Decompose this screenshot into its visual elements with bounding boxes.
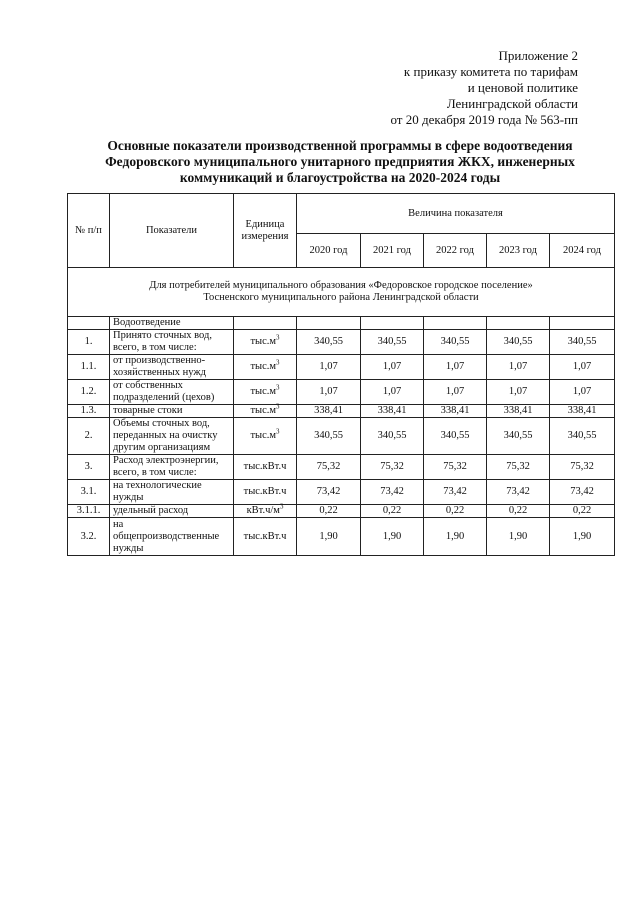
row-value: 73,42 — [550, 480, 615, 505]
row-value: 0,22 — [297, 505, 361, 518]
row-unit — [234, 455, 297, 480]
row-value: 73,42 — [361, 480, 424, 505]
row-value: 0,22 — [424, 505, 487, 518]
header-unit: Единица измерения — [234, 194, 297, 268]
row-num: 3. — [68, 455, 110, 480]
table-row — [68, 405, 615, 418]
unit-superscript: 3 — [276, 333, 280, 342]
row-indicator: от производственно-хозяйственных нужд — [110, 355, 234, 380]
title-line: коммуникаций и благоустройства на 2020-2024 годы — [179, 170, 501, 185]
table-row — [68, 480, 615, 505]
row-value: 75,32 — [297, 455, 361, 480]
row-unit — [234, 480, 297, 505]
row-num: 1.2. — [68, 380, 110, 405]
row-value: 1,07 — [550, 355, 615, 380]
appendix-line: Приложение 2 — [498, 48, 578, 63]
row-value: 338,41 — [487, 405, 550, 418]
row-value: 75,32 — [487, 455, 550, 480]
row-indicator: удельный расход — [110, 505, 234, 518]
row-indicator: на общепроизводственные нужды — [110, 518, 234, 556]
row-unit — [234, 330, 297, 355]
row-value: 338,41 — [424, 405, 487, 418]
unit-text: тыс.м — [250, 405, 277, 416]
appendix-line: от 20 декабря 2019 года № 563-пп — [390, 112, 578, 127]
row-value: 340,55 — [550, 418, 615, 455]
row-indicator: на технологические нужды — [110, 480, 234, 505]
row-value: 340,55 — [550, 330, 615, 355]
header-value: Величина показателя — [297, 194, 615, 234]
row-value: 340,55 — [361, 418, 424, 455]
table-row — [68, 355, 615, 380]
row-num: 2. — [68, 418, 110, 455]
table-row — [68, 330, 615, 355]
row-value: 338,41 — [361, 405, 424, 418]
row-value: 1,90 — [361, 518, 424, 556]
indicators-table — [67, 193, 615, 556]
row-indicator: от собственных подразделений (цехов) — [110, 380, 234, 405]
header-year: 2024 год — [550, 234, 615, 268]
row-value: 1,07 — [297, 355, 361, 380]
appendix-line: Ленинградской области — [446, 96, 578, 111]
appendix-header — [348, 48, 578, 128]
unit-text: тыс.м — [250, 361, 277, 372]
header-year: 2023 год — [487, 234, 550, 268]
unit-superscript: 3 — [276, 427, 280, 436]
row-value: 73,42 — [487, 480, 550, 505]
unit-superscript: 3 — [276, 358, 280, 367]
row-value: 1,90 — [424, 518, 487, 556]
title-line: Федоровского муниципального унитарного предприятия ЖКХ, инженерных — [105, 154, 575, 169]
unit-text: тыс.кВт.ч — [243, 486, 287, 497]
row-unit — [234, 418, 297, 455]
row-value: 1,90 — [297, 518, 361, 556]
row-value: 340,55 — [487, 330, 550, 355]
unit-text: тыс.кВт.ч — [243, 530, 287, 542]
row-value: 75,32 — [361, 455, 424, 480]
row-value: 1,07 — [361, 355, 424, 380]
consumer-row — [68, 268, 615, 317]
unit-text: тыс.м — [250, 430, 277, 441]
row-num: 3.2. — [68, 518, 110, 556]
row-value: 73,42 — [424, 480, 487, 505]
appendix-line: к приказу комитета по тарифам — [403, 64, 578, 79]
row-value: 1,07 — [487, 355, 550, 380]
row-value: 340,55 — [361, 330, 424, 355]
row-indicator: товарные стоки — [110, 405, 234, 418]
row-indicator: Расход электроэнергии, всего, в том числе: — [110, 455, 234, 480]
row-indicator: Объемы сточных вод, переданных на очистку другим организациям — [110, 418, 234, 455]
consumer-line: Тосненского муниципального района Ленинградской области — [203, 292, 479, 303]
unit-text: тыс.м — [250, 386, 277, 397]
unit-text: тыс.кВт.ч — [243, 461, 287, 472]
row-num: 1.1. — [68, 355, 110, 380]
header-indicator: Показатели — [110, 194, 234, 268]
row-value: 340,55 — [487, 418, 550, 455]
row-unit — [234, 502, 297, 518]
row-unit — [234, 380, 297, 405]
row-unit — [234, 355, 297, 380]
title-line: Основные показатели производственной программы в сфере водоотведения — [107, 138, 573, 153]
row-value: 340,55 — [297, 418, 361, 455]
row-value: 340,55 — [424, 330, 487, 355]
table-row — [68, 518, 615, 556]
row-value: 75,32 — [424, 455, 487, 480]
unit-text: кВт.ч/м — [246, 505, 280, 516]
row-value: 1,07 — [550, 380, 615, 405]
row-value: 75,32 — [550, 455, 615, 480]
row-value: 1,07 — [424, 380, 487, 405]
row-value: 340,55 — [424, 418, 487, 455]
row-value: 340,55 — [297, 330, 361, 355]
row-value: 338,41 — [550, 405, 615, 418]
row-num: 3.1. — [68, 480, 110, 505]
row-num: 1. — [68, 330, 110, 355]
row-value: 1,07 — [424, 355, 487, 380]
row-value: 1,07 — [361, 380, 424, 405]
header-year: 2022 год — [424, 234, 487, 268]
table-row — [68, 455, 615, 480]
row-value: 1,07 — [297, 380, 361, 405]
empty-cell — [68, 317, 110, 330]
header-year: 2020 год — [297, 234, 361, 268]
row-value: 338,41 — [297, 405, 361, 418]
header-year: 2021 год — [361, 234, 424, 268]
row-num: 3.1.1. — [68, 505, 110, 518]
row-value: 0,22 — [550, 505, 615, 518]
table-row — [68, 505, 615, 518]
document-title — [80, 138, 600, 186]
row-value: 1,90 — [550, 518, 615, 556]
section-label: Водоотведение — [110, 317, 234, 330]
appendix-line: и ценовой политике — [467, 80, 578, 95]
unit-superscript: 3 — [276, 402, 280, 411]
row-value: 1,07 — [487, 380, 550, 405]
row-value: 0,22 — [361, 505, 424, 518]
table-row — [68, 418, 615, 455]
row-value: 1,90 — [487, 518, 550, 556]
row-unit — [234, 402, 297, 418]
row-unit — [234, 518, 297, 556]
row-indicator: Принято сточных вод, всего, в том числе: — [110, 330, 234, 355]
row-num: 1.3. — [68, 405, 110, 418]
unit-superscript: 3 — [276, 383, 280, 392]
consumer-line: Для потребителей муниципального образования «Федоровское городское поселение» — [149, 280, 533, 291]
unit-text: тыс.м — [250, 336, 277, 347]
unit-superscript: 3 — [279, 502, 284, 511]
row-value: 0,22 — [487, 505, 550, 518]
table-row — [68, 380, 615, 405]
header-num: № п/п — [68, 194, 110, 268]
row-value: 73,42 — [297, 480, 361, 505]
